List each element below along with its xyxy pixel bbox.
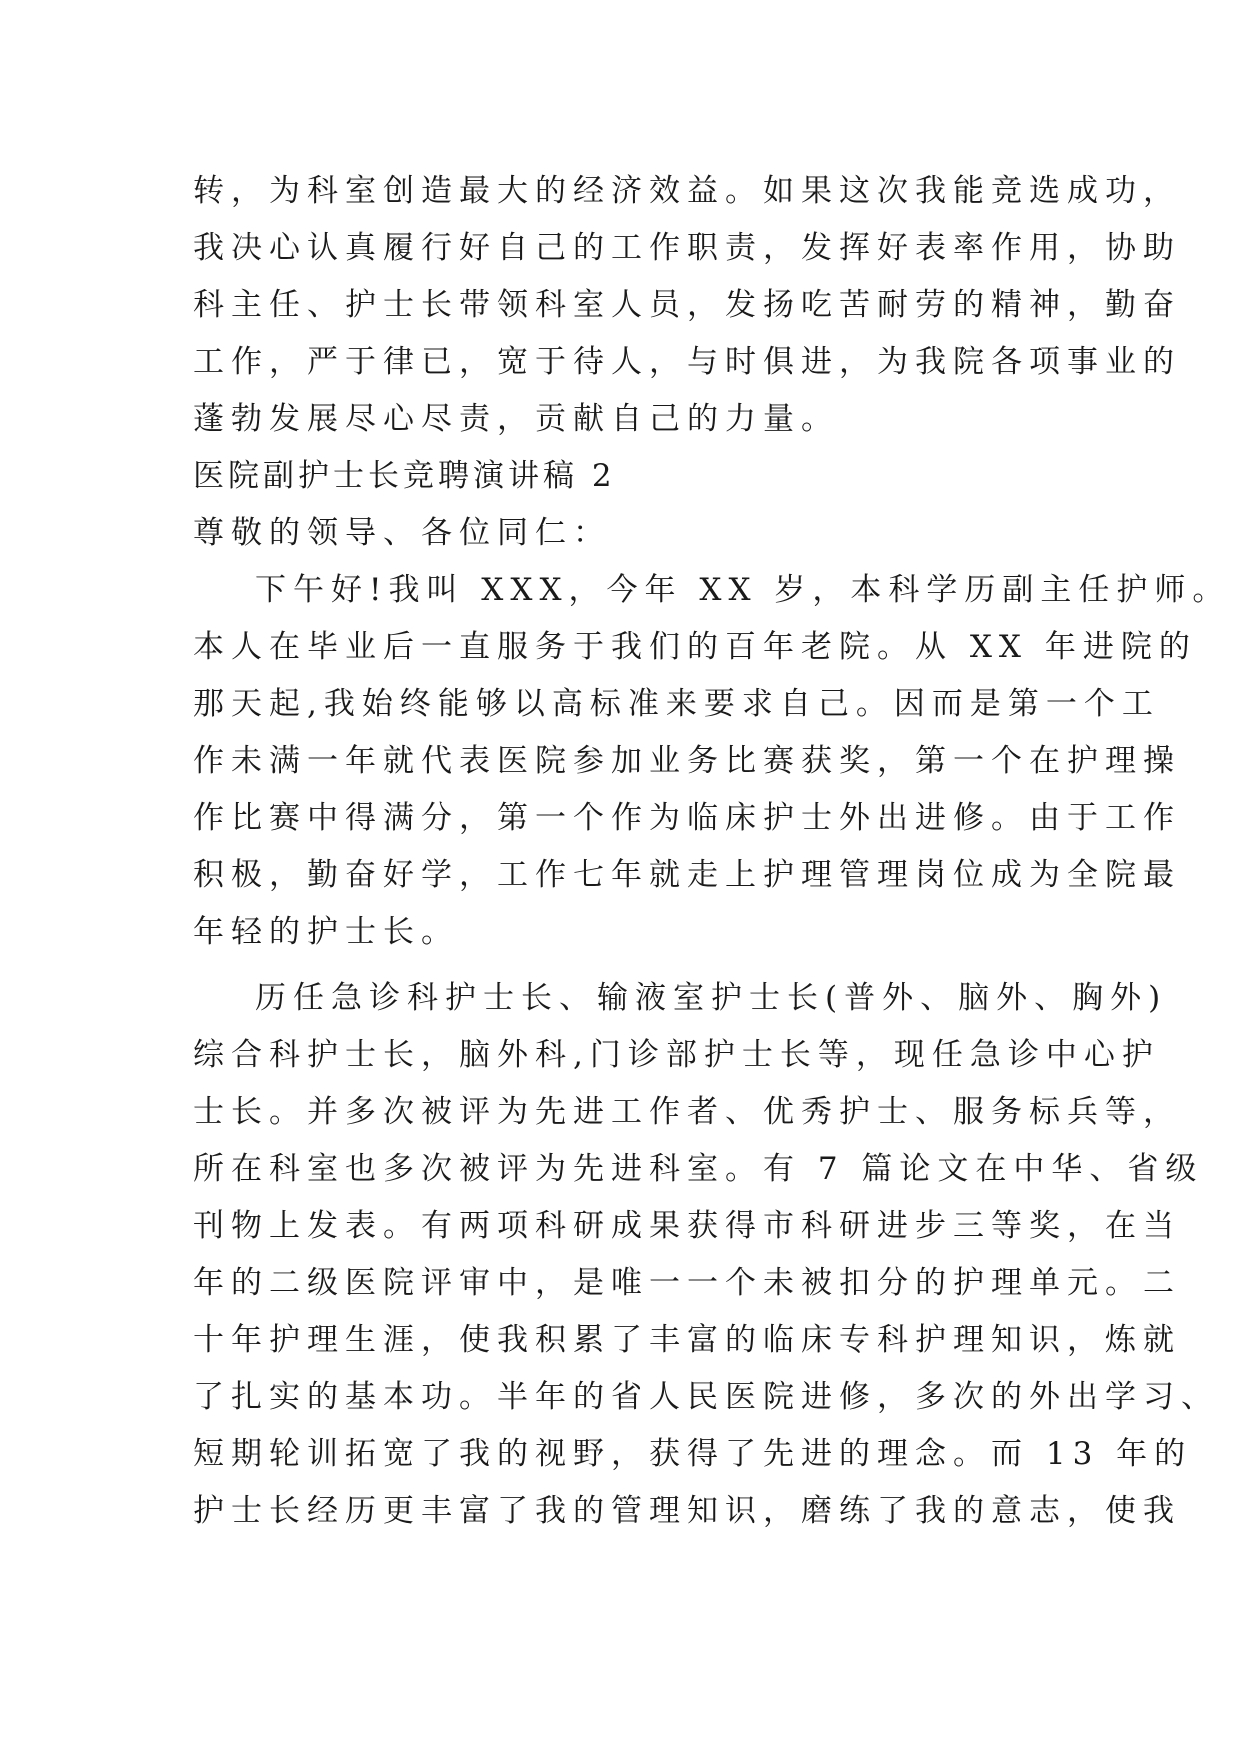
text-line: 工作，严于律已，宽于待人，与时俱进，为我院各项事业的 bbox=[193, 344, 1181, 380]
text-line: 蓬勃发展尽心尽责，贡献自己的力量。 bbox=[193, 401, 839, 437]
text-line: 下午好!我叫 XXX，今年 XX 岁，本科学历副主任护师。 bbox=[255, 572, 1231, 608]
text-line: 年轻的护士长。 bbox=[193, 914, 459, 950]
text-line: 十年护理生涯，使我积累了丰富的临床专科护理知识，炼就 bbox=[193, 1322, 1181, 1358]
text-line: 我决心认真履行好自己的工作职责，发挥好表率作用，协助 bbox=[193, 230, 1181, 266]
text-line: 作未满一年就代表医院参加业务比赛获奖，第一个在护理操 bbox=[193, 743, 1181, 779]
text-line: 科主任、护士长带领科室人员，发扬吃苦耐劳的精神，勤奋 bbox=[193, 287, 1181, 323]
text-line: 综合科护士长，脑外科,门诊部护士长等，现任急诊中心护 bbox=[193, 1037, 1160, 1073]
text-line: 士长。并多次被评为先进工作者、优秀护士、服务标兵等， bbox=[193, 1094, 1181, 1130]
text-line: 积极，勤奋好学，工作七年就走上护理管理岗位成为全院最 bbox=[193, 857, 1181, 893]
salutation: 尊敬的领导、各位同仁： bbox=[193, 515, 611, 551]
text-line: 本人在毕业后一直服务于我们的百年老院。从 XX 年进院的 bbox=[193, 629, 1197, 665]
text-line: 刊物上发表。有两项科研成果获得市科研进步三等奖，在当 bbox=[193, 1208, 1181, 1244]
text-line: 了扎实的基本功。半年的省人民医院进修，多次的外出学习、 bbox=[193, 1379, 1219, 1415]
text-line: 作比赛中得满分，第一个作为临床护士外出进修。由于工作 bbox=[193, 800, 1181, 836]
text-line: 那天起,我始终能够以高标准来要求自己。因而是第一个工 bbox=[193, 686, 1160, 722]
text-line: 护士长经历更丰富了我的管理知识，磨练了我的意志，使我 bbox=[193, 1493, 1181, 1529]
text-line: 所在科室也多次被评为先进科室。有 7 篇论文在中华、省级 bbox=[193, 1151, 1204, 1187]
text-line: 短期轮训拓宽了我的视野，获得了先进的理念。而 13 年的 bbox=[193, 1436, 1193, 1472]
text-line: 转，为科室创造最大的经济效益。如果这次我能竞选成功， bbox=[193, 173, 1181, 209]
text-line: 年的二级医院评审中，是唯一一个未被扣分的护理单元。二 bbox=[193, 1265, 1181, 1301]
text-line: 历任急诊科护士长、输液室护士长(普外、脑外、胸外) bbox=[255, 980, 1168, 1016]
section-title: 医院副护士长竞聘演讲稿 2 bbox=[193, 458, 616, 494]
